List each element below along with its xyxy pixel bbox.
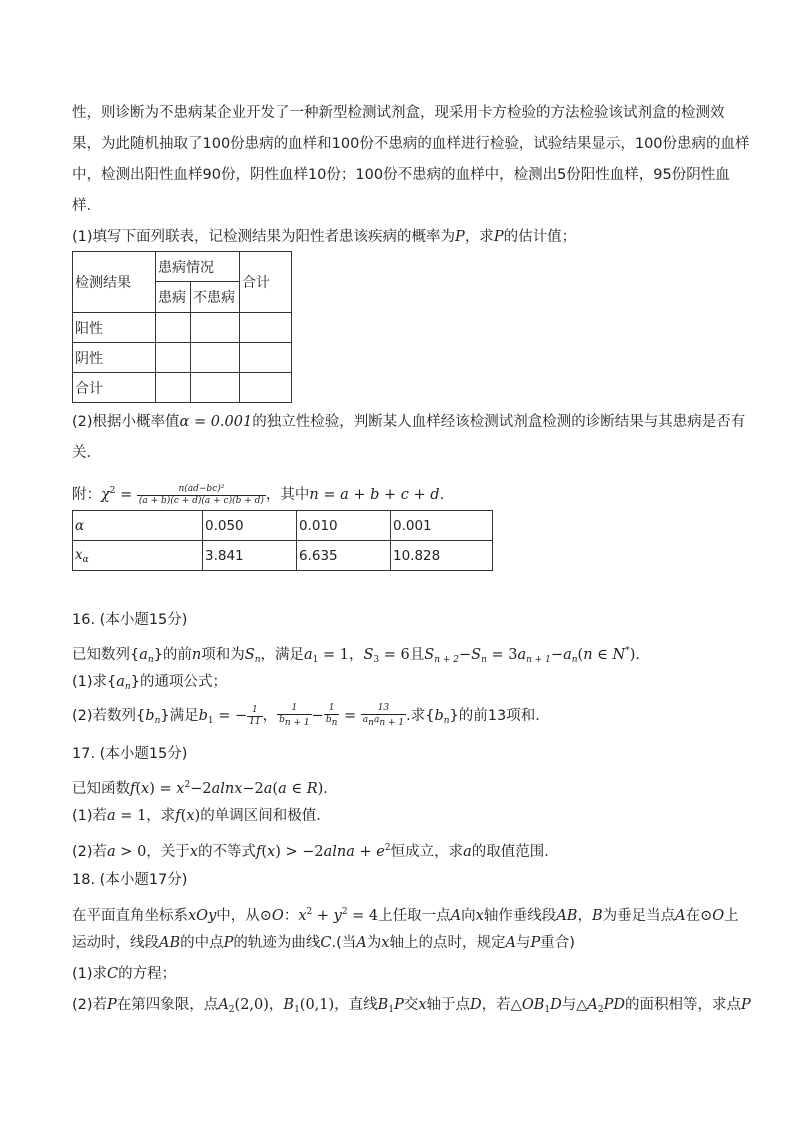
intro-line-2: 果，为此随机抽取了100份患病的血样和100份不患病的血样进行检验，试验结果显示，100份患病的血样 xyxy=(72,136,750,152)
cell-empty xyxy=(191,343,240,373)
row-label-negative: 阴性 xyxy=(73,343,156,373)
alpha-label: α xyxy=(73,511,203,541)
q16-title: 16. (本小题15分) xyxy=(72,612,188,628)
q16-stem: 已知数列$\{a_n\}$的前n项和为$S_n$，满足$a_1 = 1$，$S_3 = 6$且$S_{n + 2}-S_n = 3a_{n + 1}-a_n(n$ ∈ N*)． xyxy=(72,646,650,665)
intro-line-1: 性，则诊断为不患病某企业开发了一种新型检测试剂盒，现采用卡方检验的方法检验该试剂盒的检测效 xyxy=(72,105,725,121)
critical-value: 3.841 xyxy=(203,541,297,571)
critical-value-table xyxy=(72,510,493,571)
fraction: $\frac{1}{b_n}$ xyxy=(325,703,338,728)
header-status: 患病情况 xyxy=(156,252,240,282)
cell-empty xyxy=(156,313,191,343)
q15-part1: (1)填写下面列联表，记检测结果为阳性者患该疾病的概率为P，求P的估计值； xyxy=(72,229,577,245)
alpha-value: 0.010 xyxy=(297,511,391,541)
critical-value: 10.828 xyxy=(391,541,493,571)
q16-part1: (1)求$\{a_n\}$的通项公式； xyxy=(72,674,227,692)
header-not-sick: 不患病 xyxy=(191,282,240,313)
q17-part1: (1)若a = 1，求f(x)的单调区间和极值． xyxy=(72,808,331,824)
q18-part2: (2)若P在第四象限，点$A_2(2,0)$，$B_1(0,1)$，直线$B_1P$交x轴于点D，若$\triangle OB_1D$与$\triangle A_2PD$的面积相等，求点P xyxy=(72,997,751,1015)
row-label-positive: 阳性 xyxy=(73,313,156,343)
intro-line-4: 样． xyxy=(72,198,101,214)
q17-stem: 已知函数$f(x) = x^2-2alnx-2a(a$ ∈ R)． xyxy=(72,780,338,797)
chi-square-formula: 附：$\chi^2$ = $\frac{\text{n(ad−bc)²}}{(a + b)(c + d)(a + c)(b + d)}$ ，其中n = a + b + c + d． xyxy=(72,483,455,506)
q15-part2-line2: 关． xyxy=(72,445,101,461)
alpha-value: 0.050 xyxy=(203,511,297,541)
header-result: 检测结果 xyxy=(73,252,156,313)
q16-part2: (2)若数列$\{b_n\}$满足$b_1$ = − $\frac{1}{11}$ ， $\frac{1}{b_{n + 1}}$ − $\frac{1}{b_n}$ = $\frac{13}{a_na_{n + 1}}$ .求$\{b_n\}$的前13项和． xyxy=(72,703,550,728)
q15-part2-line1: (2)根据小概率值α = 0.001的独立性检验，判断某人血样经该检测试剂盒检测的诊断结果与其患病是否有 xyxy=(72,414,746,430)
q18-title: 18. (本小题17分) xyxy=(72,872,188,888)
cell-empty xyxy=(240,313,292,343)
q17-title: 17. (本小题15分) xyxy=(72,746,188,762)
cell-empty xyxy=(156,343,191,373)
cell-empty xyxy=(240,343,292,373)
contingency-table xyxy=(72,251,292,403)
cell-empty xyxy=(191,373,240,403)
cell-empty xyxy=(240,373,292,403)
fraction: $\frac{1}{b_{n + 1}}$ xyxy=(279,703,310,728)
fraction: $\frac{1}{11}$ xyxy=(249,704,261,727)
q18-stem-line2: 运动时，线段AB的中点P的轨迹为曲线C.(当A为x轴上的点时，规定A与P重合) xyxy=(72,935,575,951)
q18-stem-line1: 在平面直角坐标系xOy中，从⊙O：$x^2 + y^2 = 4$上任取一点A向x轴作垂线段AB，B为垂足当点A在⊙O上 xyxy=(72,907,739,924)
header-sick: 患病 xyxy=(156,282,191,313)
q18-part1: (1)求C的方程； xyxy=(72,966,177,982)
cell-empty xyxy=(191,313,240,343)
intro-line-3: 中，检测出阳性血样90份，阴性血样10份；100份不患病的血样中，检测出5份阳性血样，95份阴性血 xyxy=(72,167,730,183)
q17-part2: (2)若a > 0，关于x的不等式$f(x) > -2alna + e^2$恒成立，求a的取值范围． xyxy=(72,843,559,860)
fraction: $\frac{13}{a_na_{n + 1}}$ xyxy=(362,703,405,728)
header-total: 合计 xyxy=(240,252,292,313)
critical-value: 6.635 xyxy=(297,541,391,571)
chi-square-fraction: $\frac{\text{n(ad−bc)²}}{(a + b)(c + d)(a + c)(b + d)}$ xyxy=(138,483,264,506)
critical-label: $x_\alpha$ xyxy=(73,541,203,571)
cell-empty xyxy=(156,373,191,403)
alpha-value: 0.001 xyxy=(391,511,493,541)
row-label-total: 合计 xyxy=(73,373,156,403)
